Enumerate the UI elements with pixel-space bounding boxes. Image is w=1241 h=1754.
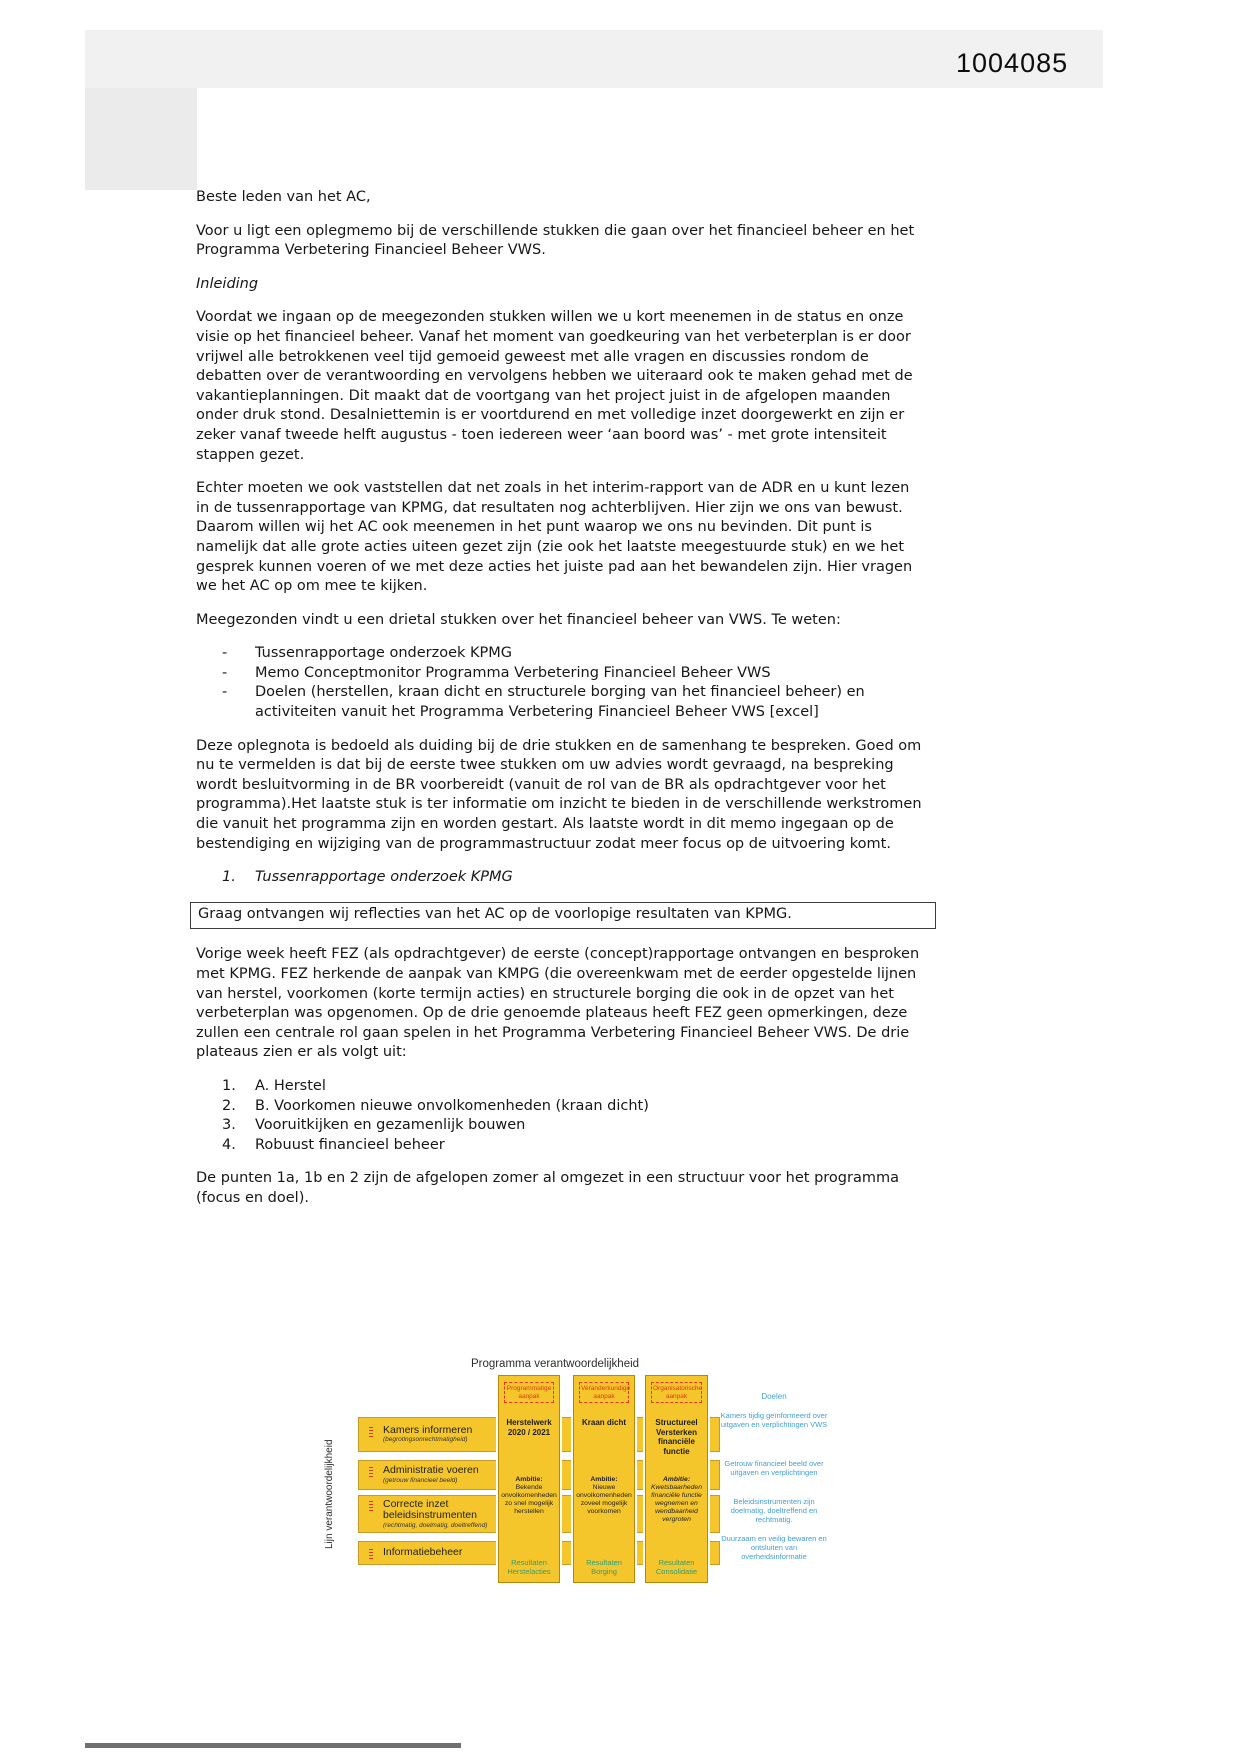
meegezonden-paragraph: Meegezonden vindt u een drietal stukken over het financieel beheer van VWS. Te weten: [196, 611, 841, 628]
punten-paragraph: De punten 1a, 1b en 2 zijn de afgelopen zomer al omgezet in een structuur voor het programma (focus en doel). [196, 1170, 899, 1206]
list-item: Vooruitkijken en gezamenlijk bouwen [255, 1117, 526, 1134]
doel-item: Duurzaam en veilig bewaren en ontsluiten van overheidsinformatie [721, 1534, 827, 1561]
red-marker-icon [369, 1427, 373, 1437]
list-item: B. Voorkomen nieuwe onvolkomenheden (kraan dicht) [255, 1097, 649, 1114]
column-result: Resultaten Herstelacties [507, 1558, 551, 1576]
row-label: Informatiebeheer [383, 1546, 463, 1559]
approach-label: Organisatorische aanpak [651, 1382, 702, 1403]
ambition-label: Ambitie: [662, 1476, 691, 1483]
column-result: Resultaten Consolidatie [655, 1558, 698, 1576]
highlight-box: Graag ontvangen wij reflecties van het AC op de voorlopige resultaten van KPMG. [190, 902, 936, 930]
doel-item: Getrouw financieel beeld over uitgaven en verplichtingen [724, 1459, 824, 1477]
vorige-week-paragraph: Vorige week heeft FEZ (als opdrachtgever) de eerste (concept)rapportage ontvangen en besproken met KPMG. FEZ herkende de aanpak van KMPG (die overeenkwam met de eerder opgestelde lijnen van herstel, voorkomen (korte termijn acties) en structurele borging die ook in de opzet van het verbeterplan was opgenomen. Op de drie genoemde plateaus heeft FEZ geen opmerkingen, deze zullen een centrale rol gaan spelen in het Programma Verbetering Financieel Beheer VWS. De drie plateaus zien er als volgt uit: [196, 946, 920, 1061]
stukken-list [196, 644, 927, 722]
intro-paragraph: Voor u ligt een oplegmemo bij de verschillende stukken die gaan over het financieel beheer en het Programma Verbetering Financieel Beheer VWS. [196, 222, 915, 259]
oplegnota-paragraph: Deze oplegnota is bedoeld als duiding bij de drie stukken en de samenhang te bespreken. Goed om nu te vermelden is dat bij de eerste twee stukken om uw advies wordt gevraagd, na bespreking wordt besluitvorming in de BR voorbereidt (vanuit de rol van de BR als opdrachtgever voor het programma).Het laatste stuk is ter informatie om inzicht te bieden in de verschillende werkstromen die vanuit het programma zijn en worden gestart. Als laatste wordt in dit memo ingegaan op de bestendiging en wijziging van de programmastructuur zodat meer focus op de uitvoering komt. [196, 737, 922, 852]
list-item: A. Herstel [255, 1077, 326, 1094]
column-title: Herstelwerk 2020 / 2021 [506, 1418, 552, 1437]
ambition-text: Nieuwe onvolkomenheden zoveel mogelijk voorkomen [576, 1484, 632, 1515]
section1-title: Tussenrapportage onderzoek KPMG [255, 869, 513, 886]
approach-label: Programmatige aanpak [504, 1382, 554, 1403]
programma-diagram [324, 1352, 980, 1612]
row-label: Kamers informeren [383, 1423, 473, 1436]
diagram-column-kraan-dicht [573, 1375, 635, 1583]
red-marker-icon [369, 1549, 373, 1559]
row-sublabel: (getrouw financieel beeld) [383, 1476, 458, 1484]
approach-label: Veranderkundige aanpak [579, 1382, 629, 1403]
ambition-label: Ambitie: [590, 1476, 618, 1483]
list-item: - Memo Conceptmonitor Programma Verbetering Financieel Beheer VWS [196, 664, 927, 684]
document-number: 1004085 [956, 48, 1069, 78]
letter-body [196, 188, 927, 1223]
plateaus-list [196, 1077, 927, 1155]
column-title: Kraan dicht [581, 1418, 626, 1427]
salutation: Beste leden van het AC, [196, 189, 371, 205]
row-label: Administratie voeren [383, 1464, 479, 1477]
scan-artifact-square [85, 88, 197, 190]
doel-item: Kamers tijdig geïnformeerd over uitgaven en verplichtingen VWS [720, 1411, 828, 1429]
row-sublabel: (begrotingsonrechtmatigheid) [383, 1436, 468, 1444]
section1-number: 1. [222, 869, 236, 886]
red-marker-icon [369, 1467, 373, 1477]
ambition-text: Kwetsbaarheden financiële functie wegnemen en wendbaarheid vergroten [650, 1484, 702, 1523]
column-result: Resultaten Borging [586, 1558, 622, 1576]
list-item: - Doelen (herstellen, kraan dicht en structurele borging van het financieel beheer) en activiteiten vanuit het Programma Verbetering Financieel Beheer VWS [excel] [196, 683, 927, 722]
ambition-label: Ambitie: [515, 1476, 543, 1483]
inleiding-heading: Inleiding [196, 275, 259, 292]
doelen-heading: Doelen [761, 1392, 787, 1401]
diagram-column-structureel-versterken [645, 1375, 708, 1583]
list-item: - Tussenrapportage onderzoek KPMG [196, 644, 927, 664]
list-item: Robuust financieel beheer [255, 1136, 445, 1153]
column-ambition [576, 1476, 632, 1516]
column-ambition [501, 1476, 557, 1516]
column-title: Structureel Versterken financiële functie [655, 1418, 698, 1456]
echter-paragraph: Echter moeten we ook vaststellen dat net zoals in het interim-rapport van de ADR en u kunt lezen in de tussenrapportage van KPMG, dat resultaten nog achterblijven. Hier zijn we ons van bewust. Daarom willen wij het AC ook meenemen in het punt waarop we ons nu bevinden. Dit punt is namelijk dat alle grote acties uiteen gezet zijn (zie ook het laatste meegestuurde stuk) en we het gesprek kunnen voeren of we met deze acties het juiste pad aan het bewandelen zijn. Hier vragen we het AC op om mee te kijken. [196, 480, 913, 595]
status-paragraph: Voordat we ingaan op de meegezonden stukken willen we u kort meenemen in de status en onze visie op het financieel beheer. Vanaf het moment van goedkeuring van het verbeterplan is er door vrijwel alle betrokkenen veel tijd gemoeid geweest met alle vragen en discussies rondom de debatten over de verantwoording en vervolgens hebben we uiteraard ook te maken gehad met de vakantieplanningen. Dit maakt dat de voortgang van het project juist in de afgelopen maanden onder druk stond. Desalniettemin is er voortdurend en met volledige inzet doorgewerkt en zijn er zeker vanaf tweede helft augustus - toen iedereen weer ‘aan boord was’ - met grote intensiteit stappen gezet. [196, 309, 913, 463]
doel-item: Beleidsinstrumenten zijn doelmatig, doeltreffend en rechtmatig. [730, 1497, 818, 1524]
diagram-column-herstelwerk [498, 1375, 560, 1583]
scan-artifact-band [85, 30, 1103, 88]
section1-heading [196, 868, 927, 888]
scan-artifact-bottom-bar [85, 1743, 461, 1748]
red-marker-icon [369, 1501, 373, 1511]
ambition-text: Bekende onvolkomenheden zo snel mogelijk herstellen [501, 1484, 557, 1515]
column-ambition [648, 1476, 705, 1524]
diagram-left-axis-label: Lijn verantwoordelijkheid [324, 1439, 335, 1549]
diagram-title: Programma verantwoordelijkheid [470, 1358, 640, 1370]
row-sublabel: (rechtmatig, doelmatig, doeltreffend) [383, 1521, 488, 1529]
row-label: Correcte inzet beleidsinstrumenten [383, 1497, 477, 1521]
